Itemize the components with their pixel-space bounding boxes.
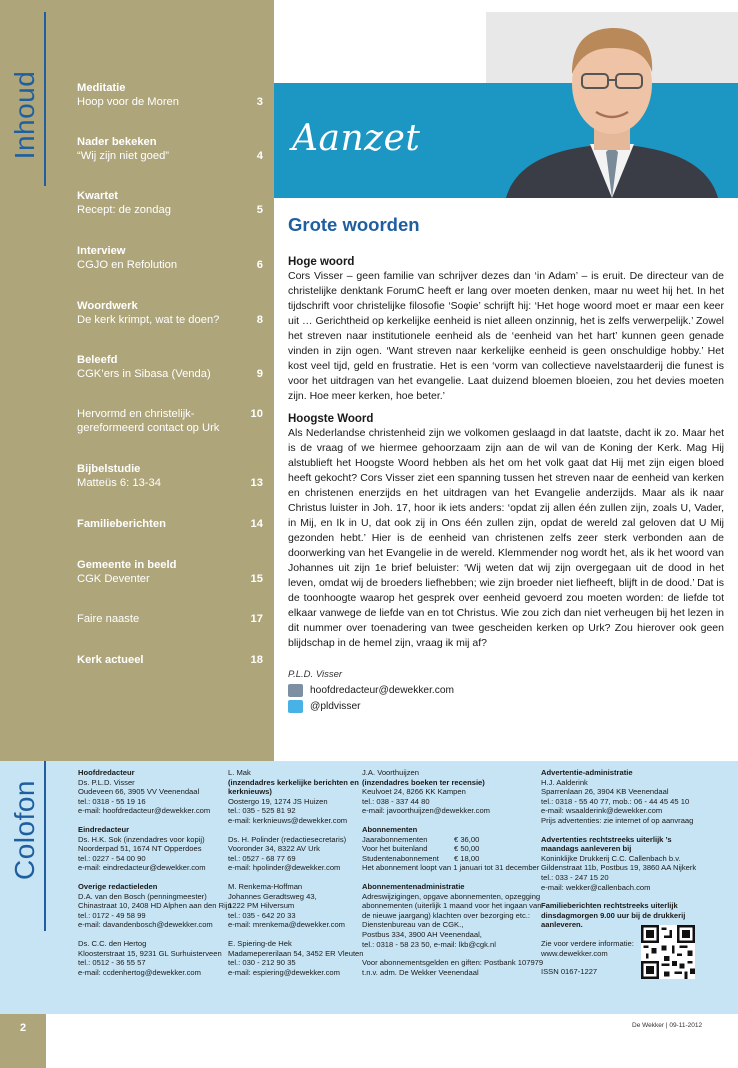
toc-page: 14 <box>250 518 263 530</box>
contents-rule <box>44 12 46 186</box>
colofon-column-3 <box>362 768 544 986</box>
colofon-block: L. Mak (inzendadres kerkelijke berichten en kerknieuws) Oostergo 19, 1274 JS Huizen tel.: 035 - 525 81 92 e-mail: kerknieuws@dewekker.com <box>228 768 359 825</box>
toc-page: 6 <box>256 259 263 271</box>
author-portrait <box>486 12 738 198</box>
colofon-block: ISSN 0167-1227 <box>541 967 598 977</box>
colofon-block: Ds. H. Polinder (redactiesecretaris) Vooronder 34, 8322 AV Urk tel.: 0527 - 68 77 69 e-mail: hpolinder@dewekker.com <box>228 834 347 873</box>
toc-item[interactable] <box>77 299 263 327</box>
colofon-block: M. Renkema-Hoffman Johannes Geradtsweg 43, 1222 PM Hilversum tel.: 035 - 642 20 33 e-mail: mrenkema@dewekker.com <box>228 881 346 930</box>
toc-page: 13 <box>250 477 263 489</box>
toc-title: De kerk krimpt, wat te doen? <box>77 314 220 326</box>
toc-item[interactable] <box>77 81 263 109</box>
toc-page: 18 <box>250 654 263 666</box>
contents-label: Inhoud <box>9 70 40 160</box>
toc-title: CGK’ers in Sibasa (Venda) <box>77 368 211 380</box>
toc-page: 17 <box>250 613 263 625</box>
toc-item[interactable] <box>77 244 263 272</box>
toc-item[interactable] <box>77 612 263 626</box>
toc-title: Hoop voor de Moren <box>77 96 179 108</box>
subheading-hoogste-woord: Hoogste Woord <box>288 413 374 425</box>
twitter-text: @pldvisser <box>310 700 361 712</box>
colofon-block: Advertenties rechtstreeks uiterlijk ’s maandags aanleveren bij Koninklijke Drukkerij C.C. Callenbach b.v. Gildenstraat 11b, Postbus 19, 3860 AA Nijkerk tel.: 033 - 247 15 20 e-mail: wekker@callenbach.com <box>541 834 697 892</box>
email-text: hoofdredacteur@dewekker.com <box>310 684 454 696</box>
qr-code-icon[interactable] <box>641 925 695 979</box>
publication-footer: De Wekker | 09-11-2012 <box>632 1022 703 1029</box>
paragraph-2: Als Nederlandse christenheid zijn we volkomen geslaagd in dat laatste, dacht ik zo. Maar het is de vraag of we hiermee gehoorzaam zijn aan de wil van de Koning der Kerk. Mag Hij alstublieft het Hoogste Woord hebben als het om het volk gaat dat Hij met zijn eigen bloed heeft gekocht? Cors Visser ziet een spanning tussen het streven naar de eenheid van kerken en christenen enerzijds en het uitdragen van het Evangelie anderzijds. Maar als ik naar Christus luister in Joh. 17, hoor ik iets anders: ‘opdat zij allen één zullen zijn, zoals U, Vader, in Mij, en Ik in U, dat ook zij in Ons één zullen zijn, opdat de wereld zal geloven dat U Mij gezonden hebt.’ Hier is de eenheid van christenen zelfs zeer sterk verbonden aan de doorwerking van het Evangelie in de wereld. Klemmender nog wordt het, als ik het woord van Johannes uit zijn 1e brief beluister: ‘Wij weten dat wij zijn overgegaan uit de dood in het leven, omdat wij de broeders liefhebben; wie zijn broeder niet liefheeft, blijft in de dood.’ Dat is de toonhoogte waarop het gesprek over eenheid gevoerd zou moeten worden: de liefde tot elkaar vanwege de liefde van en tot Christus. Wie zou zich dan niet verheugen bij het lezen in dit nummer over toenadering van twee gescheiden kerken op Urk? Zou hierover ook geen blijdschap in de hemel zijn, vraag ik mij af? <box>288 427 724 649</box>
toc-page: 4 <box>256 150 263 162</box>
colofon-column-1 <box>78 768 232 986</box>
colofon-block: Advertentie-administratie H.J. Aalderink Sparrenlaan 26, 3904 KB Veenendaal tel.: 0318 - 55 40 77, mob.: 06 - 44 45 45 10 e-mail: wsaalderink@dewekker.com Prijs advertenties: zie internet of op aanvraag <box>541 768 694 825</box>
toc-section: Kwartet <box>77 190 119 202</box>
colofon-block: Ds. C.C. den Hertog Kloosterstraat 15, 9231 GL Surhuisterveen tel.: 0512 - 36 55 57 e-mail: ccdenhertog@dewekker.com <box>78 938 222 977</box>
toc-section: Meditatie <box>77 82 126 94</box>
article-title: Grote woorden <box>288 214 420 235</box>
toc-section: Bijbelstudie <box>77 463 141 475</box>
toc-item[interactable] <box>77 407 263 435</box>
colofon-block: Hoofdredacteur Ds. P.L.D. Visser Oudeveen 66, 3905 VV Veenendaal tel.: 0318 - 55 19 16 e-mail: hoofdredacteur@dewekker.com <box>78 768 211 816</box>
author-email[interactable] <box>288 682 454 698</box>
author-name: P.L.D. Visser <box>288 669 343 680</box>
toc-page: 8 <box>256 314 263 326</box>
toc-item[interactable] <box>77 135 263 163</box>
colofon-block: Zie voor verdere informatie: www.dewekker.com <box>541 938 634 958</box>
toc-section: Gemeente in beeld <box>77 559 177 571</box>
colofon-block: Familieberichten rechtstreeks uiterlijk dinsdagmorgen 9.00 uur bij de drukkerij aanleveren. <box>541 901 686 930</box>
toc-title: Matteüs 6: 13-34 <box>77 477 161 489</box>
colofon-rule <box>44 761 46 931</box>
page-number: 2 <box>19 1022 27 1034</box>
toc-section: Kerk actueel <box>77 654 144 666</box>
colofon-column-2 <box>228 768 364 986</box>
toc-item[interactable] <box>77 462 263 490</box>
toc-item[interactable] <box>77 517 263 531</box>
subscription-prices: Abonnementen Jaarabonnementen € 36,00 Voor het buitenland € 50,00 Studentenabonnement € 18,00 Het abonnement loopt van 1 januari tot 31 december <box>362 824 540 873</box>
section-title: Aanzet <box>292 118 421 159</box>
toc-section: Nader bekeken <box>77 136 157 148</box>
toc-title: CGJO en Refolution <box>77 259 178 271</box>
toc-section: Interview <box>77 245 126 257</box>
author-twitter[interactable] <box>288 698 361 714</box>
subheading-hoge-woord: Hoge woord <box>288 256 355 268</box>
colofon-block: Abonnementenadministratie Adreswijzigingen, opgave abonnementen, opzegging abonnementen (uiterlijk 1 maand voor het ingaan van de nieuwe jaargang) klachten over bezorging etc.: Dienstenbureau van de CGK., Postbus 334, 3900 AH Veenendaal, tel.: 0318 - 58 23 50, e-mail: lkb@cgk.nl <box>362 881 542 949</box>
toc-page: 10 <box>250 408 263 420</box>
toc-section: Familieberichten <box>77 518 166 530</box>
toc-title: Recept: de zondag <box>77 204 171 216</box>
toc-section: Beleefd <box>77 354 118 366</box>
toc-page: 15 <box>250 573 263 585</box>
toc-item[interactable] <box>77 353 263 381</box>
toc-item[interactable] <box>77 558 263 586</box>
toc-item[interactable] <box>77 653 263 667</box>
colofon-block: J.A. Voorthuijzen (inzendadres boeken ter recensie) Keulvoet 24, 8266 KK Kampen tel.: 038 - 337 44 80 e-mail: javoorthuijzen@dewekker.com <box>362 768 490 816</box>
mail-icon <box>288 684 303 697</box>
toc-title: “Wij zijn niet goed” <box>77 150 170 162</box>
colofon-block: Voor abonnementsgelden en giften: Postbank 107979 t.n.v. adm. De Wekker Veenendaal <box>362 958 544 977</box>
colofon-block: E. Spiering-de Hek Madamepererilaan 54, 3452 ER Vleuten tel.: 030 - 212 90 35 e-mail: espiering@dewekker.com <box>228 938 364 977</box>
toc-page: 9 <box>256 368 263 380</box>
twitter-icon <box>288 700 303 713</box>
colofon-label: Colofon <box>9 779 40 881</box>
toc-page: 5 <box>256 204 263 216</box>
toc-title: Faire naaste <box>77 613 140 625</box>
colofon-block: Eindredacteur Ds. H.K. Sok (inzendadres voor kopij) Noorderpad 51, 1674 NT Opperdoes tel.: 0227 - 54 00 90 e-mail: eindredacteur@dewekker.com <box>78 824 206 873</box>
toc-section: Woordwerk <box>77 300 138 312</box>
toc-title: Hervormd en christelijk-gereformeerd contact op Urk <box>77 408 220 434</box>
toc-title: CGK Deventer <box>77 573 150 585</box>
colofon-block: Overige redactieleden D.A. van den Bosch (penningmeester) Chinastraat 10, 2408 HD Alphen aan den Rijn tel.: 0172 - 49 58 99 e-mail: davandenbosch@dewekker.com <box>78 881 232 930</box>
toc-item[interactable] <box>77 189 263 217</box>
toc-page: 3 <box>256 96 263 108</box>
paragraph-1: Cors Visser – geen familie van schrijver dezes dan ‘in Adam’ – is eruit. De directeur van de christelijke denktank ForumC heeft er lang over moeten denken, maar nu weet hij het. In het tijdschrift voor christelijke filosofie ‘Soφie’ schrijft hij: ‘Het hoge woord moet er maar een keer uit … Gerichtheid op kerkelijke eenheid is niet alleen onzinnig, het is zelfs verwerpelijk.’ Zowel het streven naar institutionele eenheid als de ‘eenheid van het hart’ kunnen geen genade vinden in zijn ogen. ‘Want streven naar kerkelijke eenheid is geen onschuldige hobby.’ Het kost veel tijd, geld en frustratie. Het is een ‘vorm van collectieve navelstaarderij die funest is voor het uitdragen van het evangelie. Laat duizend bloemen bloeien, zou het devies moeten zijn. Hoe meer kerken, hoe beter.’ <box>288 270 724 402</box>
